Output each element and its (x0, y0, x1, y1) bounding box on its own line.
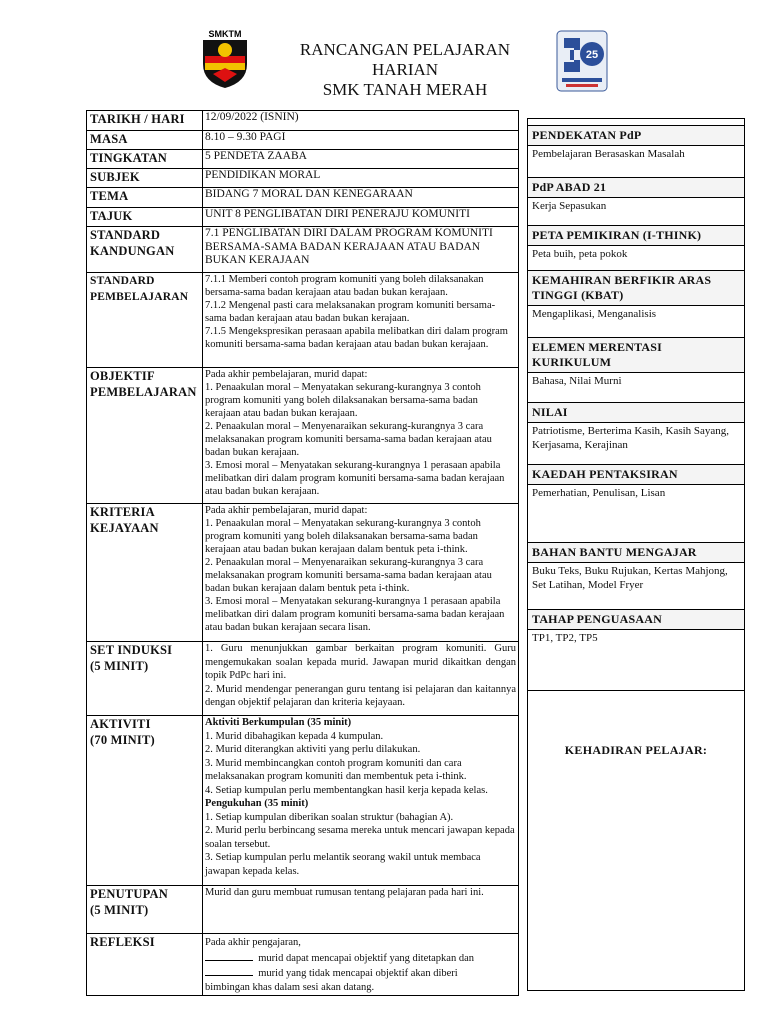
page-header (0, 0, 768, 110)
crest-text: SMKTM (208, 29, 242, 39)
label-line: SET INDUKSI (90, 643, 173, 657)
nilai-heading: NILAI (528, 402, 744, 423)
value-aktiviti (203, 716, 519, 886)
label-kriteria (87, 504, 203, 642)
row-penutupan (87, 886, 519, 934)
tahap-heading: TAHAP PENGUASAAN (528, 609, 744, 630)
label-tema: TEMA (87, 188, 203, 208)
label-line: (5 MINIT) (90, 903, 149, 917)
kaedah-value: Pemerhatian, Penulisan, Lisan (532, 487, 666, 499)
label-objektif (87, 368, 203, 504)
label-penutupan (87, 886, 203, 934)
bbm-value: Buku Teks, Buku Rujukan, Kertas Mahjong, Set Latihan, Model Fryer (532, 565, 728, 591)
kbat-value: Mengaplikasi, Menganalisis (532, 308, 657, 320)
label-tingkatan: TINGKATAN (87, 150, 203, 169)
title-line-2: HARIAN (371, 60, 439, 79)
school-crest-logo (199, 28, 251, 90)
value-objektif (203, 368, 519, 504)
pendekatan-value: Pembelajaran Berasaskan Masalah (532, 148, 685, 160)
aktiviti-item: 3. Setiap kumpulan perlu melantik seorang wakil untuk membaca jawapan kepada kelas. (205, 852, 481, 877)
bbm-heading: BAHAN BANTU MENGAJAR (528, 542, 744, 563)
value-standard-kandungan: 7.1 PENGLIBATAN DIRI DALAM PROGRAM KOMUNITI BERSAMA-SAMA BADAN KERAJAAN ATAU BADAN BUKAN KERAJAAN (203, 227, 519, 273)
value-subjek: PENDIDIKAN MORAL (203, 169, 519, 188)
pendekatan-heading: PENDEKATAN PdP (528, 125, 744, 146)
row-objektif (87, 368, 519, 504)
aktiviti-item: 3. Murid membincangkan contoh program komuniti dan cara melaksanakan program komuniti dan membentuk peta i-think. (205, 757, 467, 782)
label-tajuk: TAJUK (87, 208, 203, 227)
refleksi-line-3 (205, 965, 516, 981)
label-line: (70 MINIT) (90, 733, 155, 747)
blank-field[interactable] (205, 965, 253, 976)
refleksi-text: murid yang tidak mencapai objektif akan diberi (258, 968, 458, 979)
sp-item: 7.1.5 Mengekspresikan perasaan apabila melibatkan diri dalam program komuniti bersama-sama badan kerajaan atau badan bukan kerajaan. (205, 326, 508, 350)
refleksi-line: Pada akhir pengajaran, (205, 937, 301, 948)
value-tarikh: 12/09/2022 (ISNIN) (203, 111, 519, 131)
tahap-value: TP1, TP2, TP5 (532, 632, 598, 644)
induksi-item: 1. Guru menunjukkan gambar berkaitan program komuniti. Guru mengemukakan soalan kepada murid. Jawapan murid dikaitkan dengan topik PdPc hari ini. (205, 643, 516, 681)
value-penutupan: Murid dan guru membuat rumusan tentang pelajaran pada hari ini. (203, 886, 519, 934)
anniversary-logo (556, 30, 608, 92)
label-line: KRITERIA (90, 505, 155, 519)
row-tingkatan (87, 150, 519, 169)
peta-value: Peta buih, peta pokok (532, 248, 628, 260)
emk-heading: ELEMEN MERENTASI KURIKULUM (528, 337, 744, 373)
refleksi-text: murid dapat mencapai objektif yang ditetapkan dan (258, 952, 475, 964)
label-standard-kandungan (87, 227, 203, 273)
emk-value: Bahasa, Nilai Murni (532, 375, 622, 387)
refleksi-line: bimbingan khas dalam sesi akan datang. (205, 981, 375, 993)
value-refleksi (203, 934, 519, 996)
label-aktiviti (87, 716, 203, 886)
row-standard-kandungan (87, 227, 519, 273)
aktiviti-item: 2. Murid diterangkan aktiviti yang perlu dilakukan. (205, 744, 421, 755)
row-standard-pembelajaran (87, 273, 519, 368)
kaedah-heading: KAEDAH PENTAKSIRAN (528, 464, 744, 485)
title-line-3: SMK TANAH MERAH (322, 80, 488, 99)
label-line: PEMBELAJARAN (90, 291, 189, 303)
label-line: KANDUNGAN (90, 244, 175, 258)
right-panel (527, 118, 745, 991)
objektif-item: 3. Emosi moral – Menyatakan sekurang-kurangnya 1 perasaan apabila melibatkan diri dalam program komuniti bersama-sama badan kerajaan atau badan bukan kerajaan. (205, 460, 505, 497)
row-tajuk (87, 208, 519, 227)
kehadiran-label: KEHADIRAN PELAJAR: (564, 743, 708, 757)
row-set-induksi (87, 642, 519, 716)
kriteria-item: 3. Emosi moral – Menyatakan sekurang-kurangnya 1 perasaan apabila melibatkan diri dalam program komuniti bersama-sama badan kerajaan atau badan bukan kerajaan secara lisan. (205, 596, 505, 633)
value-tema: BIDANG 7 MORAL DAN KENEGARAAN (203, 188, 519, 208)
aktiviti-item: 4. Setiap kumpulan perlu membentangkan hasil kerja kepada kelas. (205, 784, 488, 796)
refleksi-line-2 (205, 950, 516, 966)
label-masa: MASA (87, 131, 203, 150)
objektif-item: 1. Penaakulan moral – Menyatakan sekurang-kurangnya 3 contoh program komuniti yang boleh dilaksanakan bersama-sama badan kerajaan atau badan bukan kerajaan. (205, 382, 481, 419)
value-kriteria (203, 504, 519, 642)
blank-field[interactable] (205, 950, 253, 961)
value-set-induksi (203, 642, 519, 716)
sp-item: 7.1.2 Mengenal pasti cara melaksanakan program komuniti bersama-sama badan kerajaan atau badan bukan kerajaan. (205, 300, 496, 324)
lesson-plan-table (86, 110, 519, 996)
document-title (250, 40, 560, 100)
label-line: (5 MINIT) (90, 659, 149, 673)
peta-heading: PETA PEMIKIRAN (I-THINK) (528, 225, 744, 246)
value-standard-pembelajaran (203, 273, 519, 368)
value-tajuk: UNIT 8 PENGLIBATAN DIRI PENERAJU KOMUNITI (203, 208, 519, 227)
row-subjek (87, 169, 519, 188)
row-kriteria (87, 504, 519, 642)
nilai-value: Patriotisme, Berterima Kasih, Kasih Sayang, Kerjasama, Kerajinan (532, 425, 730, 451)
aktiviti-heading-1: Aktiviti Berkumpulan (35 minit) (205, 717, 352, 728)
title-line-1: RANCANGAN PELAJARAN (299, 40, 511, 59)
aktiviti-item: 1. Murid dibahagikan kepada 4 kumpulan. (205, 730, 384, 742)
objektif-item: 2. Penaakulan moral – Menyenaraikan sekurang-kurangnya 3 cara melaksanakan program komuniti bersama-sama badan kerajaan atau badan bukan kerajaan. (205, 421, 492, 458)
kbat-heading: KEMAHIRAN BERFIKIR ARAS TINGGI (KBAT) (528, 270, 744, 306)
aktiviti-item: 1. Setiap kumpulan diberikan soalan struktur (bahagian A). (205, 811, 454, 823)
value-masa: 8.10 – 9.30 PAGI (203, 131, 519, 150)
label-standard-pembelajaran (87, 273, 203, 368)
induksi-item: 2. Murid mendengar penerangan guru tentang isi pelajaran dan kaitannya dengan objektif pelajaran dan kriteria kejayaan. (205, 683, 516, 708)
label-line: OBJEKTIF (90, 369, 155, 383)
row-refleksi (87, 934, 519, 996)
value-tingkatan: 5 PENDETA ZAABA (203, 150, 519, 169)
label-line: PENUTUPAN (90, 887, 168, 901)
row-tema (87, 188, 519, 208)
kriteria-intro: Pada akhir pembelajaran, murid dapat: (205, 505, 368, 516)
sp-item: 7.1.1 Memberi contoh program komuniti yang boleh dilaksanakan bersama-sama badan kerajaan atau badan bukan kerajaan. (205, 274, 484, 298)
abad21-value: Kerja Sepasukan (532, 200, 607, 212)
label-line: KEJAYAAN (90, 521, 159, 535)
label-line: PEMBELAJARAN (90, 385, 197, 399)
row-aktiviti (87, 716, 519, 886)
label-tarikh: TARIKH / HARI (87, 111, 203, 131)
label-subjek: SUBJEK (87, 169, 203, 188)
label-line: AKTIVITI (90, 717, 151, 731)
kriteria-item: 2. Penaakulan moral – Menyenaraikan sekurang-kurangnya 3 cara melaksanakan program komuniti bersama-sama badan kerajaan atau badan bukan kerajaan dalam bentuk peta i-think. (205, 557, 492, 594)
aktiviti-heading-2: Pengukuhan (35 minit) (205, 798, 309, 809)
objektif-intro: Pada akhir pembelajaran, murid dapat: (205, 369, 368, 380)
abad21-heading: PdP ABAD 21 (528, 177, 744, 198)
anniversary-number: 25 (585, 49, 599, 61)
row-tarikh (87, 111, 519, 131)
label-line: STANDARD (90, 275, 155, 287)
divider (528, 690, 744, 691)
label-line: STANDARD (90, 228, 161, 242)
kriteria-item: 1. Penaakulan moral – Menyatakan sekurang-kurangnya 3 contoh program komuniti yang boleh dilaksanakan bersama-sama badan kerajaan atau badan bukan kerajaan dalam bentuk peta i-think. (205, 518, 481, 555)
row-masa (87, 131, 519, 150)
label-set-induksi (87, 642, 203, 716)
aktiviti-item: 2. Murid perlu berbincang sesama mereka untuk mencari jawapan kepada soalan tersebut. (205, 825, 515, 850)
label-refleksi: REFLEKSI (87, 934, 203, 996)
